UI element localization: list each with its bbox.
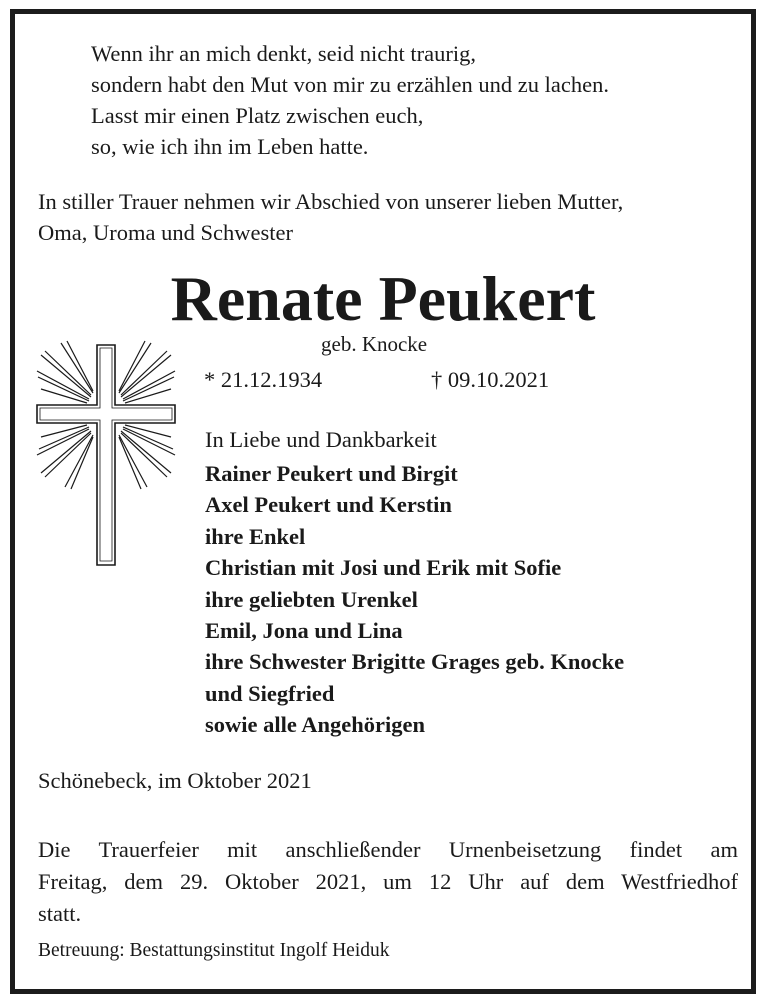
intro-line: Oma, Uroma und Schwester <box>38 220 293 245</box>
obituary-frame <box>10 9 756 994</box>
poem-line: Wenn ihr an mich denkt, seid nicht traurig, <box>91 41 476 66</box>
poem-line: so, wie ich ihn im Leben hatte. <box>91 134 369 159</box>
death-date: † 09.10.2021 <box>431 367 550 392</box>
radiant-cross-icon <box>35 337 181 569</box>
ceremony-notice <box>38 834 738 930</box>
poem-line: sondern habt den Mut von mir zu erzählen und zu lachen. <box>91 72 609 97</box>
mourner-line: und Siegfried <box>205 680 335 706</box>
place-date: Schönebeck, im Oktober 2021 <box>38 768 312 793</box>
mourner-line: Emil, Jona und Lina <box>205 618 403 644</box>
intro-text <box>38 186 623 248</box>
deceased-name: Renate Peukert <box>170 263 596 334</box>
poem-line: Lasst mir einen Platz zwischen euch, <box>91 103 424 128</box>
mourners-intro: In Liebe und Dankbarkeit <box>205 427 437 452</box>
mourner-line: Christian mit Josi und Erik mit Sofie <box>205 555 562 581</box>
birth-date: * 21.12.1934 <box>204 367 323 392</box>
maiden-name: geb. Knocke <box>321 332 428 356</box>
mourner-line: ihre Enkel <box>205 523 306 549</box>
mourner-line: ihre Schwester Brigitte Grages geb. Knocke <box>205 649 625 675</box>
poem <box>91 38 609 162</box>
ceremony-line: Die Trauerfeier mit anschließender Urnenbeisetzung findet am <box>38 837 738 862</box>
ceremony-line: Freitag, dem 29. Oktober 2021, um 12 Uhr auf dem Westfriedhof <box>38 869 738 894</box>
mourner-line: Axel Peukert und Kerstin <box>205 492 452 518</box>
mourner-line: Rainer Peukert und Birgit <box>205 461 458 486</box>
funeral-home-credit: Betreuung: Bestattungsinstitut Ingolf Heiduk <box>38 940 390 961</box>
mourners-list <box>205 458 624 741</box>
ceremony-line: statt. <box>38 901 82 926</box>
intro-line: In stiller Trauer nehmen wir Abschied von unserer lieben Mutter, <box>38 189 624 214</box>
mourner-line: ihre geliebten Urenkel <box>205 586 418 612</box>
mourner-line: sowie alle Angehörigen <box>205 712 425 738</box>
